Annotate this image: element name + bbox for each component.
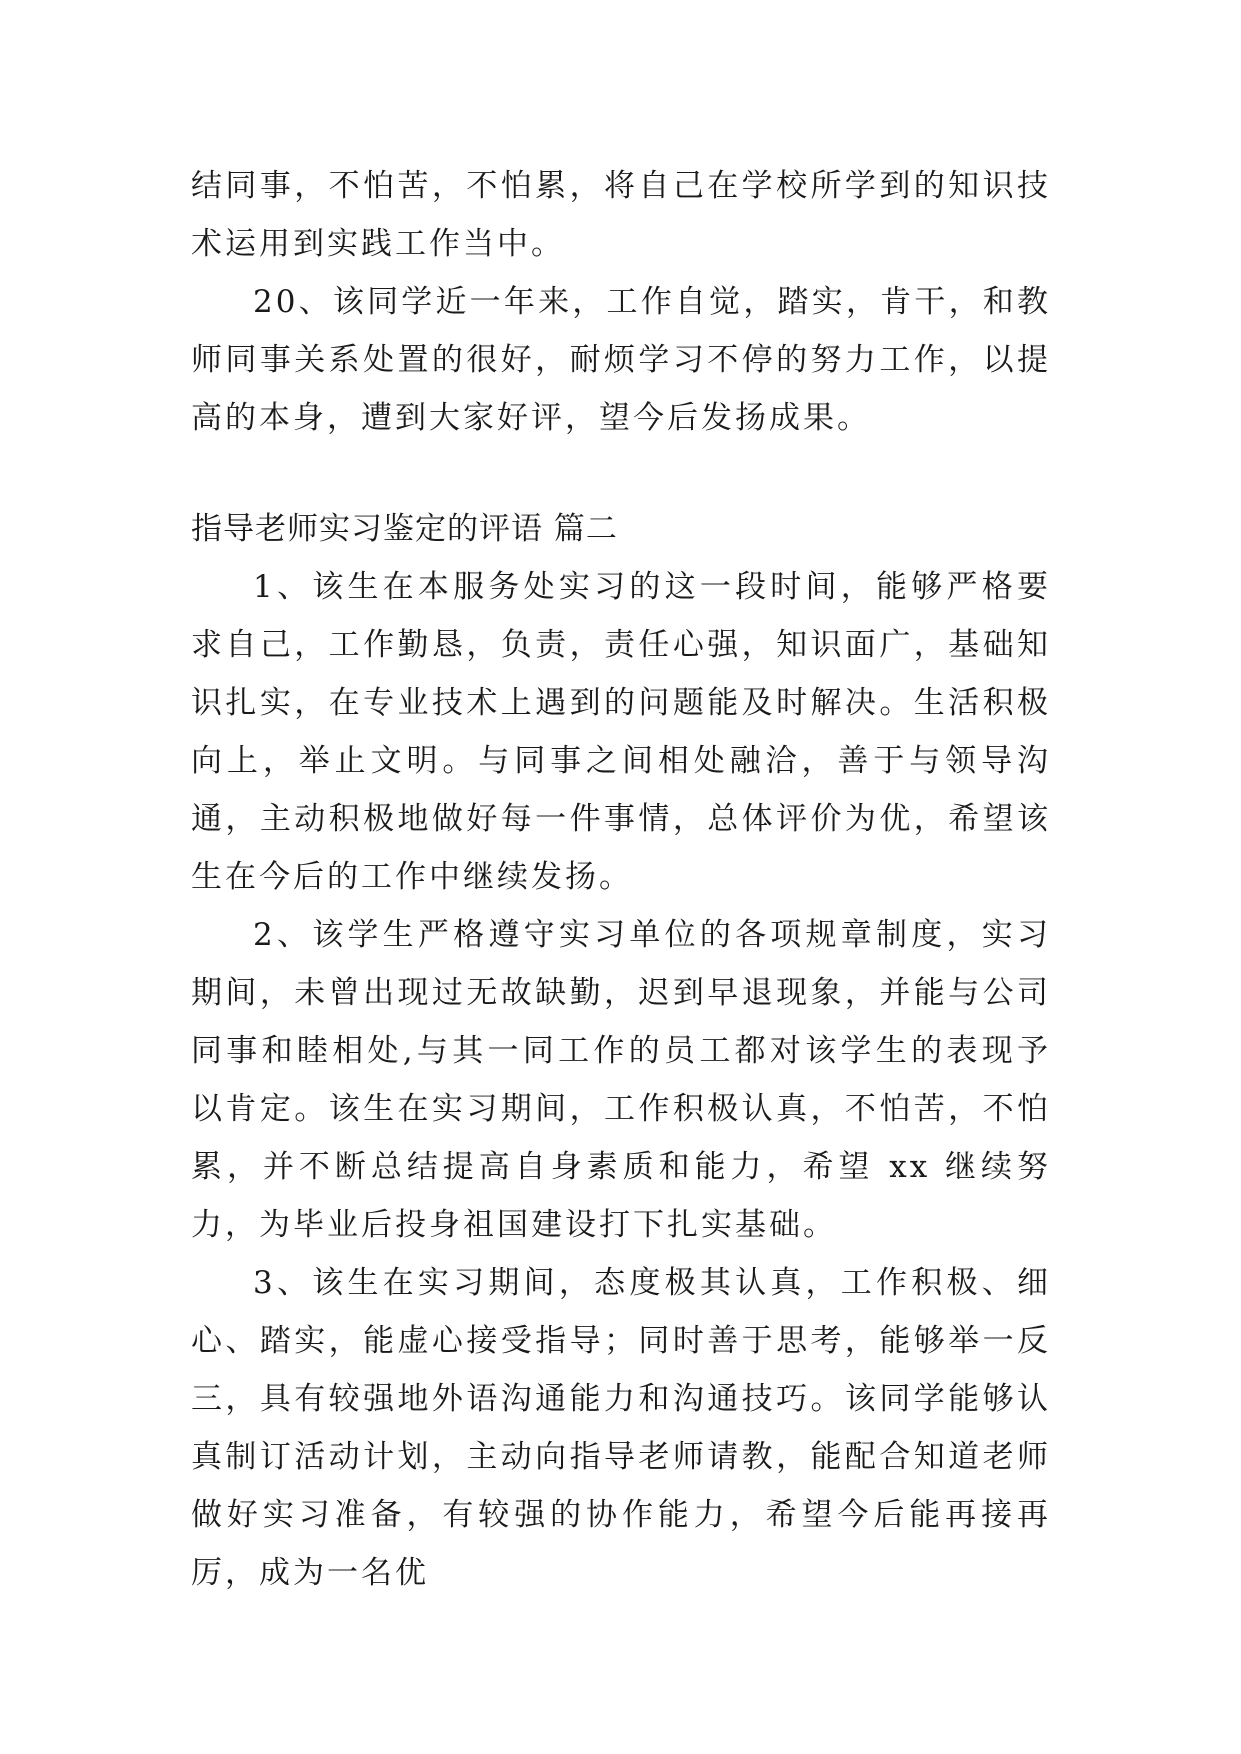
paragraph-item-2: 2、该学生严格遵守实习单位的各项规章制度，实习期间，未曾出现过无故缺勤，迟到早退现象，并能与公司同事和睦相处,与其一同工作的员工都对该学生的表现予以肯定。该生在实习期间，工作积极认真，不怕苦，不怕累，并不断总结提高自身素质和能力，希望 xx 继续努力，为毕业后投身祖国建设打下扎实基础。: [191, 917, 1051, 1243]
paragraph-item-1: 1、该生在本服务处实习的这一段时间，能够严格要求自己，工作勤恳，负责，责任心强，知识面广，基础知识扎实，在专业技术上遇到的问题能及时解决。生活积极向上，举止文明。与同事之间相处融洽，善于与领导沟通，主动积极地做好每一件事情，总体评价为优，希望该生在今后的工作中继续发扬。: [191, 569, 1051, 895]
paragraph-continued: 结同事，不怕苦，不怕累，将自己在学校所学到的知识技术运用到实践工作当中。: [191, 168, 1051, 262]
paragraph-item-20: 20、该同学近一年来，工作自觉，踏实，肯干，和教师同事关系处置的很好，耐烦学习不停的努力工作，以提高的本身，遭到大家好评，望今后发扬成果。: [191, 284, 1051, 436]
paragraph-item-3: 3、该生在实习期间，态度极其认真，工作积极、细心、踏实，能虚心接受指导；同时善于思考，能够举一反三，具有较强地外语沟通能力和沟通技巧。该同学能够认真制订活动计划，主动向指导老师请教，能配合知道老师做好实习准备，有较强的协作能力，希望今后能再接再厉，成为一名优: [191, 1265, 1051, 1591]
section-heading: 指导老师实习鉴定的评语 篇二: [191, 511, 618, 547]
document-body: [191, 157, 1051, 1602]
